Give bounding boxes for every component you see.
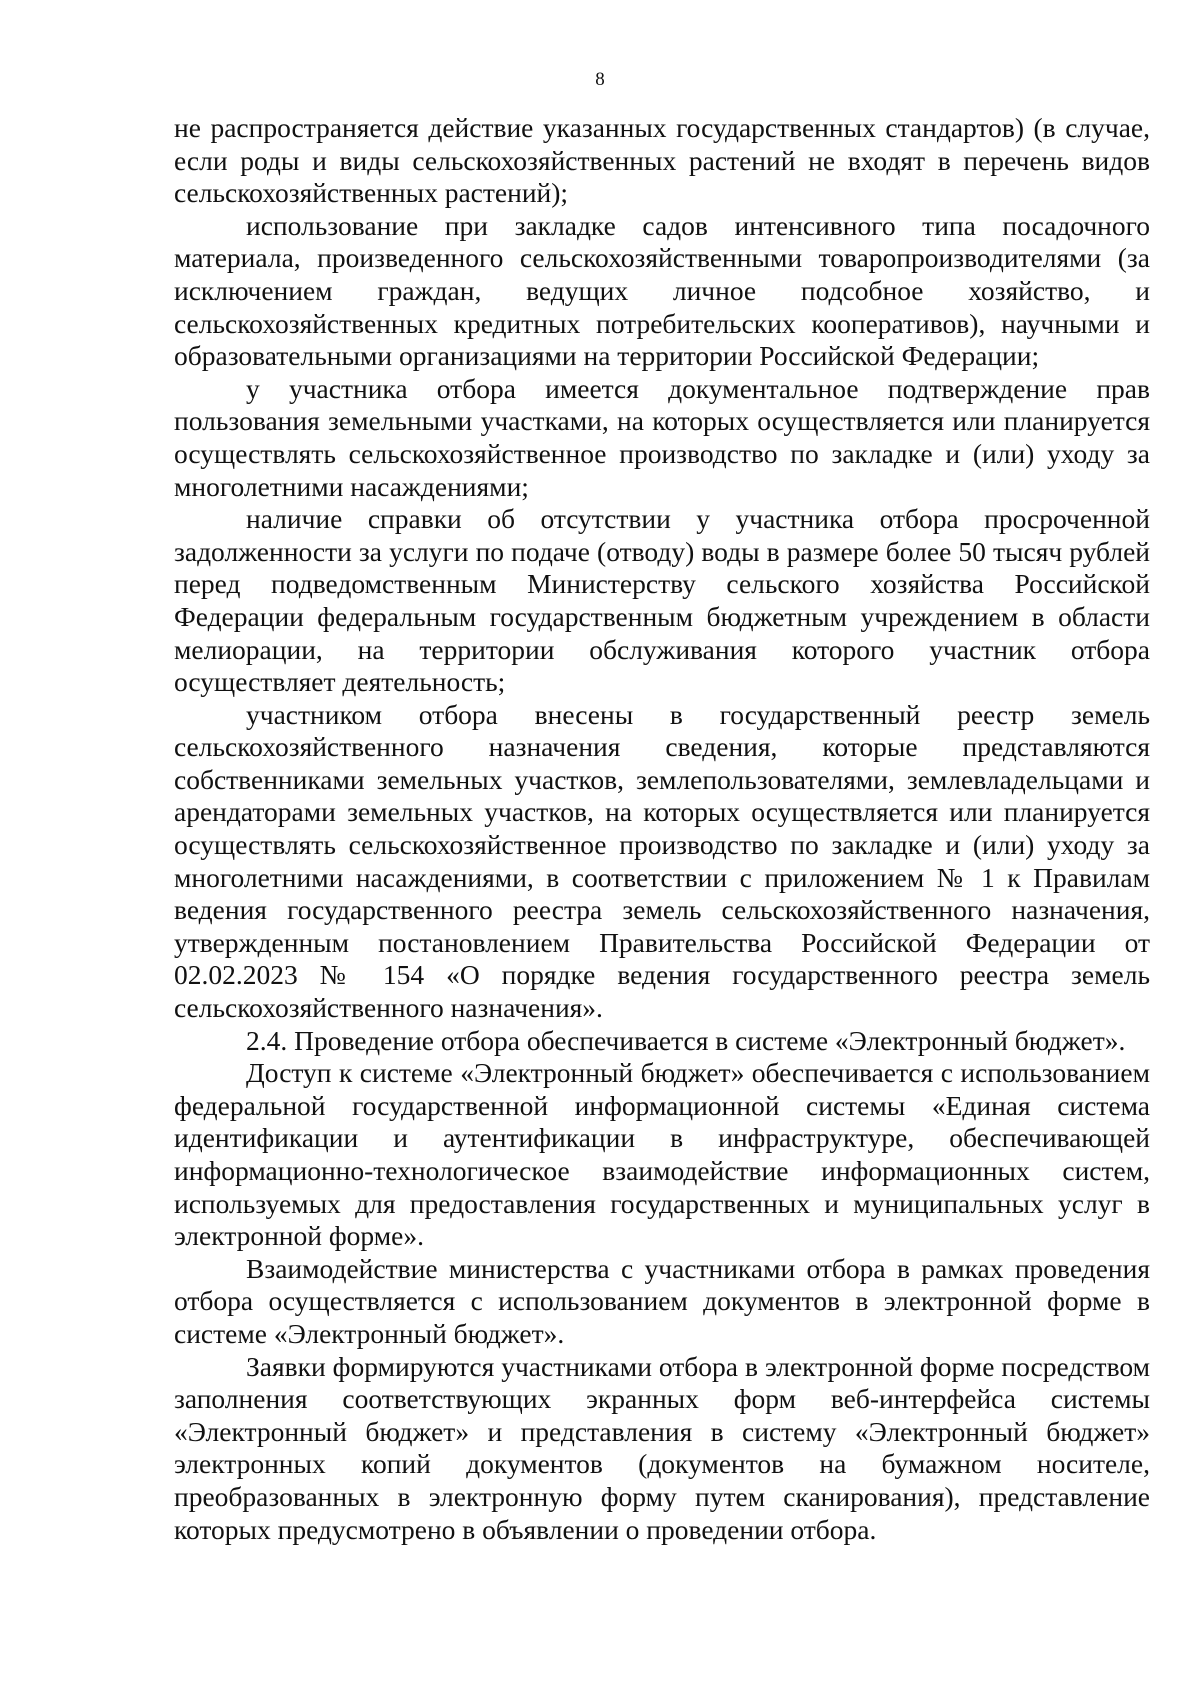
document-body (174, 112, 1150, 1546)
paragraph: Доступ к системе «Электронный бюджет» обеспечивается с использованием федеральной государственной информационной системы «Единая система идентификации и аутентификации в инфраструктуре, обеспечивающей информационно-технологическое взаимодействие информационных систем, используемых для предоставления государственных и муниципальных услуг в электронной форме». (174, 1057, 1150, 1252)
paragraph: у участника отбора имеется документальное подтверждение прав пользования земельными участками, на которых осуществляется или планируется осуществлять сельскохозяйственное производство по закладке и (или) уходу за многолетними насаждениями; (174, 372, 1150, 502)
section-paragraph: 2.4. Проведение отбора обеспечивается в системе «Электронный бюджет». (246, 1024, 1126, 1056)
paragraph: не распространяется действие указанных государственных стандартов) (в случае, если роды и виды сельскохозяйственных растений не входят в перечень видов сельскохозяйственных растений); (174, 112, 1150, 209)
paragraph: наличие справки об отсутствии у участника отбора просроченной задолженности за услуги по подаче (отводу) воды в размере более 50 тысяч рублей перед подведомственным Министерству сельского хозяйства Российской Федерации федеральным государственным бюджетным учреждением в области мелиорации, на территории обслуживания которого участник отбора осуществляет деятельность; (174, 503, 1150, 698)
paragraph: участником отбора внесены в государственный реестр земель сельскохозяйственного назначения сведения, которые представляются собственниками земельных участков, землепользователями, землевладельцами и арендаторами земельных участков, на которых осуществляется или планируется осуществлять сельскохозяйственное производство по закладке и (или) уходу за многолетними насаждениями, в соответствии с приложением № 1 к Правилам ведения государственного реестра земель сельскохозяйственного назначения, утвержденным постановлением Правительства Российской Федерации от 02.02.2023 № 154 «О порядке ведения государственного реестра земель сельскохозяйственного назначения». (174, 698, 1150, 1024)
paragraph: Заявки формируются участниками отбора в электронной форме посредством заполнения соответствующих экранных форм веб-интерфейса системы «Электронный бюджет» и представления в систему «Электронный бюджет» электронных копий документов (документов на бумажном носителе, преобразованных в электронную форму путем сканирования), представление которых предусмотрено в объявлении о проведении отбора. (174, 1350, 1150, 1545)
paragraph: использование при закладке садов интенсивного типа посадочного материала, произведенного сельскохозяйственными товаропроизводителями (за исключением граждан, ведущих личное подсобное хозяйство, и сельскохозяйственных кредитных потребительских кооперативов), научными и образовательными организациями на территории Российской Федерации; (174, 209, 1150, 372)
page-number: 8 (595, 69, 605, 90)
paragraph: Взаимодействие министерства с участниками отбора в рамках проведения отбора осуществляется с использованием документов в электронной форме в системе «Электронный бюджет». (174, 1252, 1150, 1349)
